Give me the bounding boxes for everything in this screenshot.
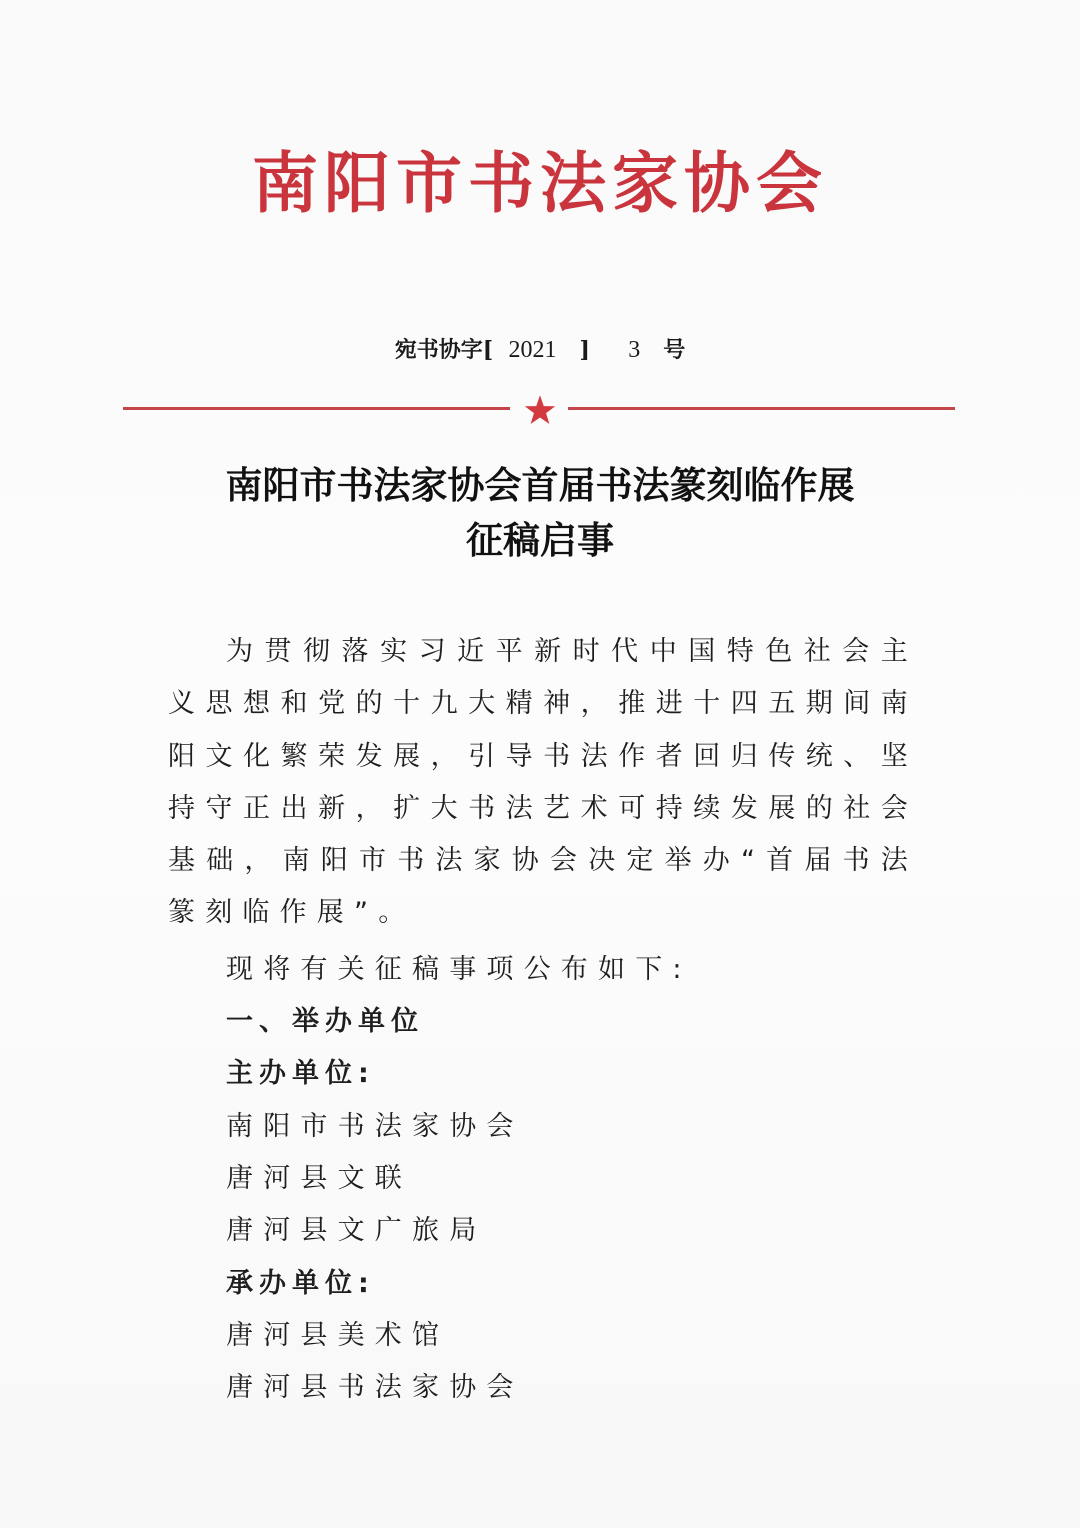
host-item: 唐河县书法家协会 (226, 1372, 524, 1404)
section-heading: 一、举办单位 (226, 1006, 424, 1038)
red-divider-left (123, 407, 510, 410)
announce-line: 现将有关征稿事项公布如下: (226, 953, 692, 985)
doc-number-prefix: 宛书协字[ (394, 337, 494, 363)
star-icon (524, 394, 556, 426)
organizer-item: 唐河县文广旅局 (226, 1215, 487, 1247)
group-label-organizers: 主办单位: (226, 1058, 375, 1090)
organizer-item: 唐河县文联 (226, 1162, 412, 1194)
group-label-hosts: 承办单位: (226, 1267, 375, 1299)
doc-number-value: 3 (628, 337, 641, 363)
title-line-1: 南阳市书法家协会首届书法篆刻临作展 (225, 463, 855, 507)
red-divider-right (568, 407, 955, 410)
document-number (0, 330, 1080, 370)
masthead-title: 南阳市书法家协会 (252, 144, 828, 222)
doc-number-year: 2021 (508, 337, 557, 363)
host-item: 唐河县美术馆 (226, 1319, 450, 1351)
doc-number-close-bracket: ] (579, 337, 590, 363)
title-line-2: 征稿启事 (466, 518, 614, 562)
document-title (0, 458, 1080, 568)
organizer-item: 南阳市书法家协会 (226, 1110, 524, 1142)
doc-number-suffix: 号 (663, 337, 686, 363)
intro-paragraph: 为贯彻落实习近平新时代中国特色社会主义思想和党的十九大精神，推进十四五期间南阳文化繁荣发展，引导书法作者回归传统、坚持守正出新，扩大书法艺术可持续发展的社会基础，南阳市书法家协会决定举办“首届书法篆刻临作展”。 (168, 636, 918, 929)
document-body (168, 626, 918, 1414)
